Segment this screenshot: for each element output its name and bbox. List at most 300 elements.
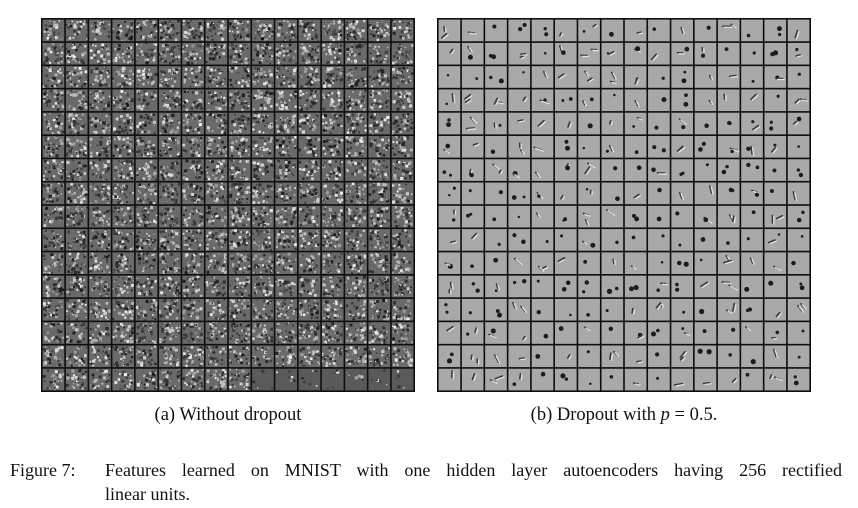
feature-tile bbox=[392, 345, 414, 367]
feature-tile bbox=[66, 252, 88, 274]
feature-tile bbox=[66, 136, 88, 158]
feature-tile bbox=[136, 322, 158, 344]
feature-tile bbox=[229, 183, 251, 205]
feature-tile bbox=[392, 206, 414, 228]
feature-tile bbox=[671, 20, 693, 42]
feature-tile bbox=[788, 43, 810, 65]
feature-tile bbox=[625, 113, 647, 135]
feature-tile bbox=[275, 159, 297, 181]
feature-tile bbox=[602, 43, 624, 65]
feature-tile bbox=[788, 369, 810, 391]
feature-tile bbox=[555, 89, 577, 111]
feature-tile bbox=[43, 299, 65, 321]
feature-tile bbox=[345, 229, 367, 251]
feature-tile bbox=[532, 345, 554, 367]
feature-tile bbox=[741, 66, 763, 88]
subcaption-a-text: (a) Without dropout bbox=[154, 405, 302, 425]
feature-tile bbox=[555, 276, 577, 298]
feature-tile bbox=[182, 66, 204, 88]
feature-tile bbox=[555, 229, 577, 251]
feature-tile bbox=[508, 276, 530, 298]
feature-tile bbox=[252, 252, 274, 274]
feature-tile bbox=[322, 229, 344, 251]
figure-caption-line1: Features learned on MNIST with one hidden layer autoencoders having 256 rectified bbox=[105, 460, 842, 480]
figure-label: Figure 7: bbox=[10, 460, 76, 480]
feature-tile bbox=[485, 159, 507, 181]
feature-tile bbox=[648, 136, 670, 158]
feature-tile bbox=[43, 66, 65, 88]
feature-tile bbox=[252, 276, 274, 298]
feature-tile bbox=[578, 369, 600, 391]
feature-tile bbox=[788, 136, 810, 158]
feature-tile bbox=[485, 345, 507, 367]
feature-tile bbox=[159, 113, 181, 135]
feature-tile bbox=[508, 20, 530, 42]
feature-tile bbox=[764, 159, 786, 181]
feature-tile bbox=[532, 113, 554, 135]
feature-tile bbox=[671, 183, 693, 205]
feature-tile bbox=[741, 136, 763, 158]
feature-tile bbox=[66, 229, 88, 251]
feature-tile bbox=[764, 206, 786, 228]
feature-tile bbox=[229, 89, 251, 111]
feature-tile bbox=[648, 206, 670, 228]
feature-tile bbox=[625, 345, 647, 367]
feature-tile bbox=[625, 252, 647, 274]
feature-tile bbox=[66, 299, 88, 321]
feature-tile bbox=[439, 159, 461, 181]
feature-tile bbox=[578, 20, 600, 42]
feature-tile bbox=[462, 276, 484, 298]
feature-tile bbox=[322, 369, 344, 391]
feature-tile bbox=[532, 369, 554, 391]
feature-tile bbox=[578, 43, 600, 65]
feature-tile bbox=[532, 43, 554, 65]
feature-tile bbox=[439, 136, 461, 158]
feature-tile bbox=[485, 136, 507, 158]
feature-tile bbox=[555, 20, 577, 42]
feature-tile bbox=[602, 322, 624, 344]
feature-tile bbox=[66, 113, 88, 135]
feature-tile bbox=[299, 299, 321, 321]
feature-tile bbox=[602, 20, 624, 42]
feature-tile bbox=[322, 159, 344, 181]
feature-tile bbox=[182, 369, 204, 391]
feature-tile bbox=[439, 20, 461, 42]
feature-tile bbox=[89, 345, 111, 367]
feature-tile bbox=[695, 345, 717, 367]
feature-tile bbox=[392, 89, 414, 111]
feature-tile bbox=[368, 299, 390, 321]
feature-tile bbox=[788, 159, 810, 181]
feature-tile bbox=[136, 113, 158, 135]
feature-tile bbox=[555, 345, 577, 367]
feature-tile bbox=[555, 252, 577, 274]
feature-tile bbox=[578, 345, 600, 367]
feature-tile bbox=[625, 276, 647, 298]
feature-grid-without-dropout bbox=[41, 18, 415, 392]
feature-tile bbox=[671, 136, 693, 158]
feature-tile bbox=[741, 113, 763, 135]
feature-tile bbox=[322, 206, 344, 228]
feature-tile bbox=[741, 43, 763, 65]
feature-tile bbox=[718, 322, 740, 344]
feature-tile bbox=[43, 159, 65, 181]
feature-tile bbox=[578, 299, 600, 321]
feature-tile bbox=[439, 229, 461, 251]
feature-tile bbox=[252, 43, 274, 65]
feature-tile bbox=[695, 252, 717, 274]
feature-tile bbox=[345, 299, 367, 321]
feature-tile bbox=[578, 322, 600, 344]
feature-tile bbox=[648, 229, 670, 251]
feature-tile bbox=[275, 345, 297, 367]
feature-tile bbox=[252, 20, 274, 42]
feature-tile bbox=[66, 43, 88, 65]
subcaption-b-rest: = 0.5. bbox=[669, 405, 718, 425]
feature-tile bbox=[485, 276, 507, 298]
feature-tile bbox=[718, 276, 740, 298]
feature-tile bbox=[43, 43, 65, 65]
feature-tile bbox=[322, 299, 344, 321]
feature-tile bbox=[112, 20, 134, 42]
feature-tile bbox=[788, 66, 810, 88]
feature-tile bbox=[275, 276, 297, 298]
feature-tile bbox=[229, 229, 251, 251]
feature-tile bbox=[229, 66, 251, 88]
feature-tile bbox=[718, 113, 740, 135]
feature-tile bbox=[625, 183, 647, 205]
feature-tile bbox=[439, 89, 461, 111]
feature-tile bbox=[159, 322, 181, 344]
feature-tile bbox=[299, 276, 321, 298]
feature-tile bbox=[112, 43, 134, 65]
feature-tile bbox=[275, 20, 297, 42]
feature-tile bbox=[648, 369, 670, 391]
feature-tile bbox=[392, 66, 414, 88]
feature-tile bbox=[508, 183, 530, 205]
feature-tile bbox=[299, 206, 321, 228]
feature-tile bbox=[275, 369, 297, 391]
feature-tile bbox=[671, 43, 693, 65]
feature-tile bbox=[252, 322, 274, 344]
feature-tile bbox=[322, 20, 344, 42]
feature-tile bbox=[648, 159, 670, 181]
feature-tile bbox=[718, 206, 740, 228]
feature-tile bbox=[136, 43, 158, 65]
feature-tile bbox=[43, 322, 65, 344]
feature-tile bbox=[508, 113, 530, 135]
feature-tile bbox=[555, 136, 577, 158]
feature-tile bbox=[602, 369, 624, 391]
feature-tile bbox=[252, 183, 274, 205]
feature-tile bbox=[252, 369, 274, 391]
feature-tile bbox=[229, 206, 251, 228]
feature-tile bbox=[602, 206, 624, 228]
feature-tile bbox=[136, 159, 158, 181]
feature-tile bbox=[439, 322, 461, 344]
feature-tile bbox=[275, 322, 297, 344]
feature-tile bbox=[625, 229, 647, 251]
feature-tile bbox=[43, 136, 65, 158]
feature-tile bbox=[136, 206, 158, 228]
feature-grid-image-b bbox=[437, 18, 811, 392]
feature-tile bbox=[229, 159, 251, 181]
feature-tile bbox=[764, 136, 786, 158]
feature-tile bbox=[671, 299, 693, 321]
feature-tile bbox=[718, 136, 740, 158]
feature-tile bbox=[532, 322, 554, 344]
feature-tile bbox=[625, 206, 647, 228]
feature-tile bbox=[462, 159, 484, 181]
feature-tile bbox=[741, 206, 763, 228]
feature-tile bbox=[648, 113, 670, 135]
feature-tile bbox=[695, 299, 717, 321]
feature-tile bbox=[578, 89, 600, 111]
feature-tile bbox=[299, 322, 321, 344]
feature-tile bbox=[252, 113, 274, 135]
feature-tile bbox=[648, 43, 670, 65]
feature-tile bbox=[43, 89, 65, 111]
feature-tile bbox=[764, 89, 786, 111]
feature-tile bbox=[508, 159, 530, 181]
feature-tile bbox=[299, 183, 321, 205]
feature-tile bbox=[392, 183, 414, 205]
feature-tile bbox=[89, 206, 111, 228]
feature-tile bbox=[112, 369, 134, 391]
feature-tile bbox=[439, 345, 461, 367]
figure-caption bbox=[10, 458, 842, 506]
feature-grid-dropout bbox=[437, 18, 811, 392]
feature-tile bbox=[485, 229, 507, 251]
feature-tile bbox=[578, 229, 600, 251]
feature-tile bbox=[66, 159, 88, 181]
feature-tile bbox=[392, 252, 414, 274]
feature-tile bbox=[508, 299, 530, 321]
feature-tile bbox=[392, 299, 414, 321]
feature-tile bbox=[741, 159, 763, 181]
feature-tile bbox=[392, 20, 414, 42]
feature-tile bbox=[159, 66, 181, 88]
feature-tile bbox=[648, 20, 670, 42]
feature-tile bbox=[136, 20, 158, 42]
feature-tile bbox=[462, 113, 484, 135]
feature-tile bbox=[741, 20, 763, 42]
feature-tile bbox=[718, 89, 740, 111]
feature-tile bbox=[718, 229, 740, 251]
feature-tile bbox=[695, 276, 717, 298]
feature-tile bbox=[252, 206, 274, 228]
feature-tile bbox=[532, 206, 554, 228]
feature-tile bbox=[578, 206, 600, 228]
feature-tile bbox=[741, 183, 763, 205]
feature-tile bbox=[508, 89, 530, 111]
feature-tile bbox=[345, 183, 367, 205]
feature-tile bbox=[368, 136, 390, 158]
feature-tile bbox=[671, 113, 693, 135]
feature-tile bbox=[788, 89, 810, 111]
feature-tile bbox=[89, 66, 111, 88]
feature-tile bbox=[89, 89, 111, 111]
feature-tile bbox=[136, 66, 158, 88]
feature-tile bbox=[439, 276, 461, 298]
feature-tile bbox=[252, 89, 274, 111]
feature-tile bbox=[206, 322, 228, 344]
feature-tile bbox=[788, 229, 810, 251]
feature-tile bbox=[299, 89, 321, 111]
feature-tile bbox=[671, 369, 693, 391]
feature-tile bbox=[485, 43, 507, 65]
feature-tile bbox=[625, 136, 647, 158]
feature-tile bbox=[206, 183, 228, 205]
feature-tile bbox=[159, 299, 181, 321]
feature-tile bbox=[43, 276, 65, 298]
feature-tile bbox=[788, 345, 810, 367]
feature-tile bbox=[555, 66, 577, 88]
feature-tile bbox=[602, 66, 624, 88]
feature-tile bbox=[368, 276, 390, 298]
feature-tile bbox=[648, 276, 670, 298]
feature-tile bbox=[299, 66, 321, 88]
feature-tile bbox=[345, 113, 367, 135]
feature-tile bbox=[439, 252, 461, 274]
feature-tile bbox=[578, 66, 600, 88]
feature-tile bbox=[322, 345, 344, 367]
feature-tile bbox=[764, 252, 786, 274]
feature-tile bbox=[625, 159, 647, 181]
feature-tile bbox=[136, 136, 158, 158]
feature-tile bbox=[392, 276, 414, 298]
feature-tile bbox=[508, 66, 530, 88]
feature-tile bbox=[89, 20, 111, 42]
feature-tile bbox=[89, 299, 111, 321]
feature-tile bbox=[485, 183, 507, 205]
feature-tile bbox=[66, 322, 88, 344]
feature-tile bbox=[368, 183, 390, 205]
feature-tile bbox=[89, 113, 111, 135]
feature-tile bbox=[299, 369, 321, 391]
feature-tile bbox=[578, 136, 600, 158]
feature-tile bbox=[136, 276, 158, 298]
feature-tile bbox=[602, 276, 624, 298]
feature-tile bbox=[299, 136, 321, 158]
feature-tile bbox=[695, 66, 717, 88]
feature-tile bbox=[648, 345, 670, 367]
feature-tile bbox=[368, 43, 390, 65]
feature-tile bbox=[136, 252, 158, 274]
feature-tile bbox=[741, 322, 763, 344]
feature-tile bbox=[718, 369, 740, 391]
feature-tile bbox=[764, 345, 786, 367]
feature-tile bbox=[159, 43, 181, 65]
feature-tile bbox=[159, 369, 181, 391]
feature-tile bbox=[555, 299, 577, 321]
feature-tile bbox=[462, 299, 484, 321]
feature-tile bbox=[555, 206, 577, 228]
feature-tile bbox=[182, 89, 204, 111]
feature-tile bbox=[718, 20, 740, 42]
feature-tile bbox=[182, 206, 204, 228]
feature-tile bbox=[555, 183, 577, 205]
feature-tile bbox=[229, 299, 251, 321]
feature-tile bbox=[89, 159, 111, 181]
feature-tile bbox=[741, 345, 763, 367]
feature-tile bbox=[275, 43, 297, 65]
feature-tile bbox=[718, 159, 740, 181]
feature-tile bbox=[206, 159, 228, 181]
feature-tile bbox=[462, 345, 484, 367]
feature-tile bbox=[229, 20, 251, 42]
feature-tile bbox=[439, 183, 461, 205]
feature-tile bbox=[602, 183, 624, 205]
feature-tile bbox=[206, 113, 228, 135]
feature-tile bbox=[136, 369, 158, 391]
feature-tile bbox=[299, 345, 321, 367]
feature-tile bbox=[764, 322, 786, 344]
feature-tile bbox=[368, 20, 390, 42]
feature-tile bbox=[368, 206, 390, 228]
feature-tile bbox=[345, 159, 367, 181]
feature-tile bbox=[112, 252, 134, 274]
feature-tile bbox=[112, 299, 134, 321]
feature-tile bbox=[66, 20, 88, 42]
feature-tile bbox=[462, 252, 484, 274]
feature-tile bbox=[43, 252, 65, 274]
feature-tile bbox=[625, 66, 647, 88]
feature-tile bbox=[764, 113, 786, 135]
feature-tile bbox=[788, 322, 810, 344]
feature-tile bbox=[532, 20, 554, 42]
feature-tile bbox=[345, 276, 367, 298]
feature-tile bbox=[159, 206, 181, 228]
feature-tile bbox=[392, 113, 414, 135]
feature-tile bbox=[788, 20, 810, 42]
feature-tile bbox=[578, 252, 600, 274]
figure-caption-line2: linear units. bbox=[105, 484, 190, 504]
feature-tile bbox=[345, 252, 367, 274]
feature-tile bbox=[43, 206, 65, 228]
feature-tile bbox=[89, 276, 111, 298]
feature-tile bbox=[299, 43, 321, 65]
feature-tile bbox=[322, 322, 344, 344]
feature-tile bbox=[322, 113, 344, 135]
feature-tile bbox=[485, 299, 507, 321]
feature-tile bbox=[439, 43, 461, 65]
feature-tile bbox=[112, 206, 134, 228]
feature-tile bbox=[345, 206, 367, 228]
feature-tile bbox=[159, 229, 181, 251]
feature-tile bbox=[206, 66, 228, 88]
feature-tile bbox=[671, 206, 693, 228]
feature-tile bbox=[322, 136, 344, 158]
feature-tile bbox=[392, 136, 414, 158]
feature-tile bbox=[602, 299, 624, 321]
feature-tile bbox=[671, 322, 693, 344]
feature-tile bbox=[695, 20, 717, 42]
feature-tile bbox=[229, 276, 251, 298]
feature-tile bbox=[368, 113, 390, 135]
feature-tile bbox=[345, 345, 367, 367]
feature-tile bbox=[764, 183, 786, 205]
feature-tile bbox=[43, 20, 65, 42]
feature-tile bbox=[112, 89, 134, 111]
feature-tile bbox=[788, 206, 810, 228]
feature-tile bbox=[555, 369, 577, 391]
feature-tile bbox=[508, 369, 530, 391]
feature-tile bbox=[345, 136, 367, 158]
feature-tile bbox=[462, 43, 484, 65]
feature-tile bbox=[718, 252, 740, 274]
